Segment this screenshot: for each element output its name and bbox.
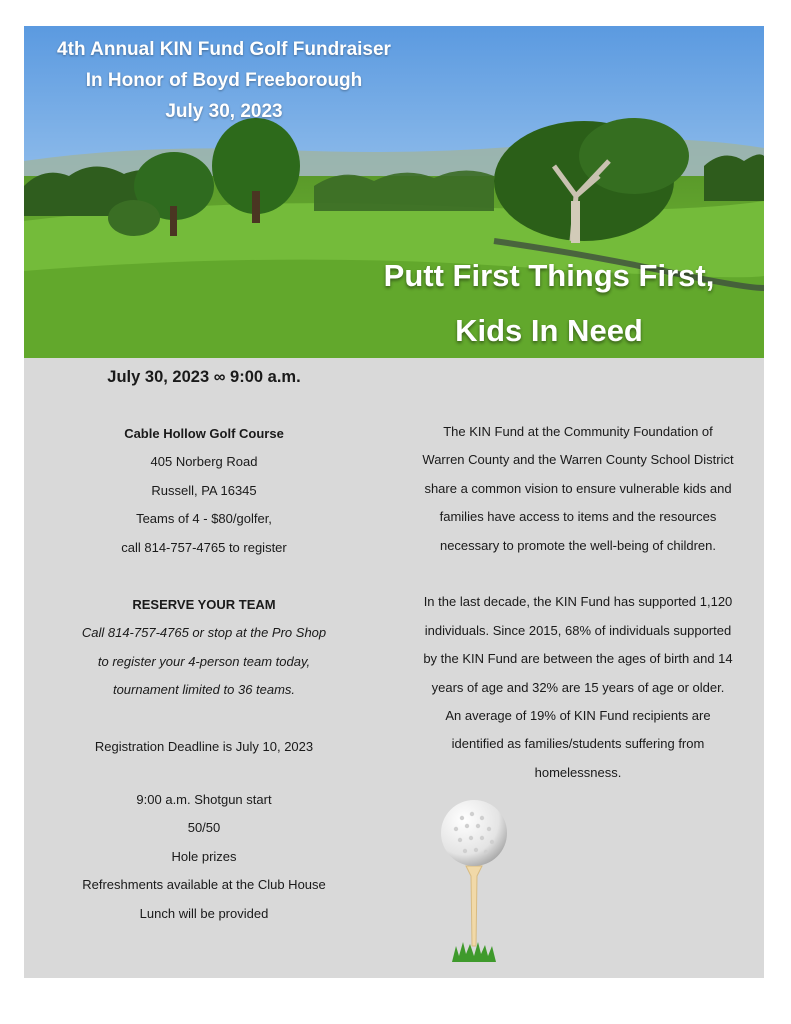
registration-deadline: Registration Deadline is July 10, 2023 <box>94 739 314 754</box>
hero-banner <box>24 26 764 358</box>
tagline <box>354 248 744 358</box>
about-line: individuals. Since 2015, 68% of individuals supported <box>424 622 732 638</box>
reserve-line: to register your 4-person team today, <box>97 653 311 669</box>
about-line: families have access to items and the resources <box>439 509 717 525</box>
event-date-time: July 30, 2023 ∞ 9:00 a.m. <box>107 368 301 386</box>
venue-name: Cable Hollow Golf Course <box>124 425 284 441</box>
tagline-line: Putt First Things First, <box>383 258 715 293</box>
address-line: 405 Norberg Road <box>150 454 258 469</box>
flyer <box>24 26 764 978</box>
golf-ball-on-tee-icon <box>436 796 512 966</box>
reserve-line: Call 814-757-4765 or stop at the Pro Shop <box>81 625 327 640</box>
about-kin-fund <box>402 418 754 787</box>
about-line: The KIN Fund at the Community Foundation of <box>443 424 713 439</box>
highlight-item: Lunch will be provided <box>139 905 269 921</box>
title-line: In Honor of Boyd Freeborough <box>85 70 363 91</box>
title-line: 4th Annual KIN Fund Golf Fundraiser <box>57 39 391 60</box>
team-price: Teams of 4 - $80/golfer, <box>136 511 272 526</box>
highlight-item: 50/50 <box>187 820 221 835</box>
event-title <box>24 34 424 127</box>
reserve-line: tournament limited to 36 teams. <box>112 682 296 697</box>
about-line: Warren County and the Warren County School District <box>422 452 734 468</box>
about-line: An average of 19% of KIN Fund recipients are <box>445 708 711 724</box>
event-details <box>54 363 354 928</box>
about-line: years of age and 32% are 15 years of age or older. <box>431 679 725 695</box>
about-line: share a common vision to ensure vulnerable kids and <box>424 480 732 496</box>
about-line: by the KIN Fund are between the ages of birth and 14 <box>423 651 733 667</box>
about-line: identified as families/students suffering from <box>451 736 705 752</box>
highlight-item: Hole prizes <box>171 848 237 864</box>
register-phone: call 814-757-4765 to register <box>121 539 287 555</box>
reserve-heading: RESERVE YOUR TEAM <box>132 596 276 612</box>
about-line: homelessness. <box>534 764 622 780</box>
title-line: July 30, 2023 <box>165 101 283 122</box>
address-line: Russell, PA 16345 <box>151 482 257 498</box>
about-line: In the last decade, the KIN Fund has supported 1,120 <box>423 594 733 610</box>
highlight-item: Refreshments available at the Club House <box>82 877 326 892</box>
about-line: necessary to promote the well-being of children. <box>439 537 717 553</box>
highlight-item: 9:00 a.m. Shotgun start <box>136 791 272 807</box>
tagline-line: Kids In Need <box>455 313 643 348</box>
